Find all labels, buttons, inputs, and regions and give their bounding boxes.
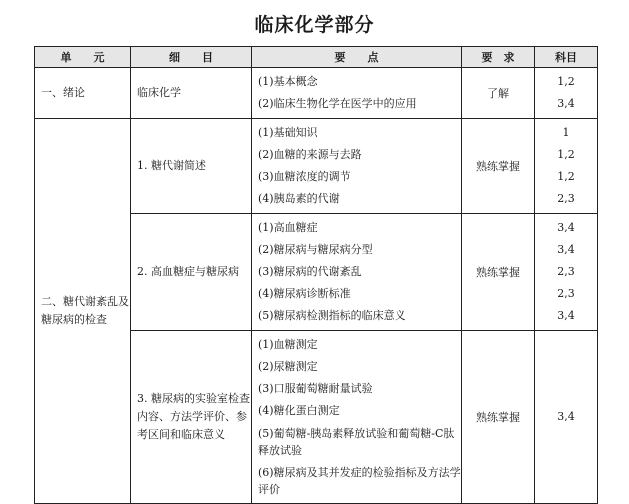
points-cell (252, 119, 462, 214)
point-item: (4)胰岛素的代谢 (258, 192, 340, 205)
subject-item: 3,4 (557, 410, 575, 423)
requirement-cell: 了解 (462, 68, 535, 119)
requirement-cell: 熟练掌握 (462, 119, 535, 214)
subject-cell (535, 119, 598, 214)
detail-cell: 临床化学 (131, 68, 252, 119)
subject-item: 2,3 (557, 192, 575, 205)
subject-item: 1,2 (557, 148, 575, 161)
header-detail: 细 目 (131, 47, 252, 68)
point-item: (5)葡萄糖-胰岛素释放试验和葡萄糖-C肽释放试验 (258, 427, 455, 457)
point-item: (2)临床生物化学在医学中的应用 (258, 97, 417, 110)
header-requirement: 要 求 (462, 47, 535, 68)
point-item: (1)基础知识 (258, 126, 318, 139)
header-points: 要 点 (252, 47, 462, 68)
detail-cell: 3. 糖尿病的实验室检查内容、方法学评价、参考区间和临床意义 (131, 331, 252, 504)
subject-cell (535, 214, 598, 331)
syllabus-table (34, 46, 598, 504)
requirement-cell: 熟练掌握 (462, 214, 535, 331)
detail-cell: 1. 糖代谢简述 (131, 119, 252, 214)
point-item: (4)糖尿病诊断标准 (258, 287, 351, 300)
point-item: (6)糖尿病及其并发症的检验指标及方法学评价 (258, 466, 461, 496)
points-cell (252, 68, 462, 119)
header-subject: 科目 (535, 47, 598, 68)
point-item: (2)糖尿病与糖尿病分型 (258, 243, 373, 256)
subject-cell (535, 331, 598, 504)
points-cell (252, 214, 462, 331)
table-row (35, 68, 598, 119)
subject-item: 1,2 (557, 170, 575, 183)
point-item: (5)糖尿病检测指标的临床意义 (258, 309, 406, 322)
subject-item: 3,4 (557, 243, 575, 256)
point-item: (1)基本概念 (258, 75, 318, 88)
table-row (35, 119, 598, 214)
point-item: (2)尿糖测定 (258, 360, 318, 373)
subject-item: 3,4 (557, 97, 575, 110)
unit-cell: 一、绪论 (35, 68, 131, 119)
point-item: (3)血糖浓度的调节 (258, 170, 351, 183)
requirement-cell: 熟练掌握 (462, 331, 535, 504)
detail-cell: 2. 高血糖症与糖尿病 (131, 214, 252, 331)
point-item: (3)口服葡萄糖耐量试验 (258, 382, 373, 395)
point-item: (4)糖化蛋白测定 (258, 404, 340, 417)
point-item: (1)高血糖症 (258, 221, 318, 234)
point-item: (2)血糖的来源与去路 (258, 148, 362, 161)
subject-item: 1 (562, 126, 570, 139)
points-cell (252, 331, 462, 504)
header-unit: 单 元 (35, 47, 131, 68)
page-title: 临床化学部分 (254, 14, 375, 36)
subject-item: 3,4 (557, 221, 575, 234)
unit-cell: 二、糖代谢紊乱及糖尿病的检查 (35, 119, 131, 504)
subject-item: 1,2 (557, 75, 575, 88)
point-item: (3)糖尿病的代谢紊乱 (258, 265, 362, 278)
table-header-row (35, 47, 598, 68)
subject-item: 3,4 (557, 309, 575, 322)
subject-item: 2,3 (557, 287, 575, 300)
point-item: (1)血糖测定 (258, 338, 318, 351)
subject-item: 2,3 (557, 265, 575, 278)
subject-cell (535, 68, 598, 119)
